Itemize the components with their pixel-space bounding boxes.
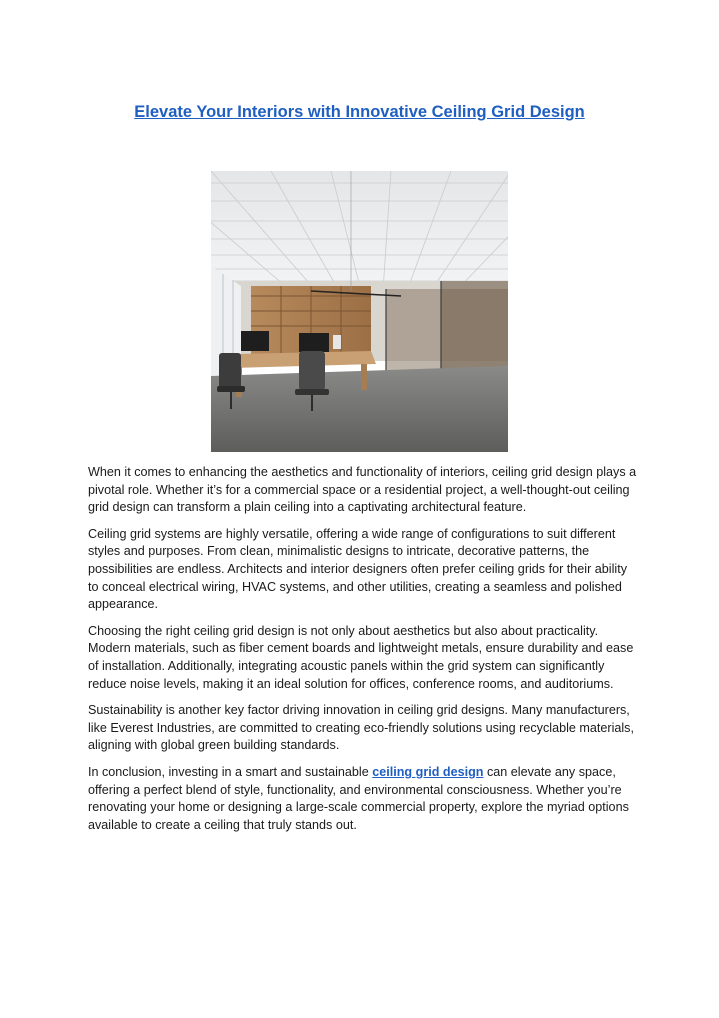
conclusion-paragraph [88,764,638,834]
ceiling-grid-design-link[interactable]: ceiling grid design [372,764,484,779]
article-body [88,464,638,843]
paragraph: Choosing the right ceiling grid design is not only about aesthetics but also about practicality. Modern materials, such as fiber cement boards and lightweight metals, ensure durability and ease of installation. Additionally, integrating acoustic panels within the grid system can significantly reduce noise levels, making it an ideal solution for offices, conference rooms, and auditoriums. [88,623,634,691]
office-interior-image [211,171,508,452]
paragraph: When it comes to enhancing the aesthetics and functionality of interiors, ceiling grid design plays a pivotal role. Whether it’s for a commercial space or a residential project, a well-thought-out ceiling grid design can transform a plain ceiling into a captivating architectural feature. [88,465,637,515]
conclusion-text-after: can elevate any space, offering a perfect blend of style, functionality, and environmental consciousness. Whether you’re renovating your home or designing a large-scale commercial property, explore the myriad options available to create a ceiling that truly stands out. [88,764,629,832]
paragraph: Ceiling grid systems are highly versatile, offering a wide range of configurations to suit different styles and purposes. From clean, minimalistic designs to intricate, decorative patterns, the possibilities are endless. Architects and interior designers often prefer ceiling grids for their ability to conceal electrical wiring, HVAC systems, and other utilities, creating a seamless and polished appearance. [88,526,627,612]
conclusion-text-before: In conclusion, investing in a smart and sustainable [88,764,373,779]
page-title: Elevate Your Interiors with Innovative Ceiling Grid Design [134,103,585,121]
paragraph: Sustainability is another key factor driving innovation in ceiling grid designs. Many manufacturers, like Everest Industries, are committed to creating eco-friendly solutions using recyclable materials, aligning with global green building standards. [88,703,634,753]
